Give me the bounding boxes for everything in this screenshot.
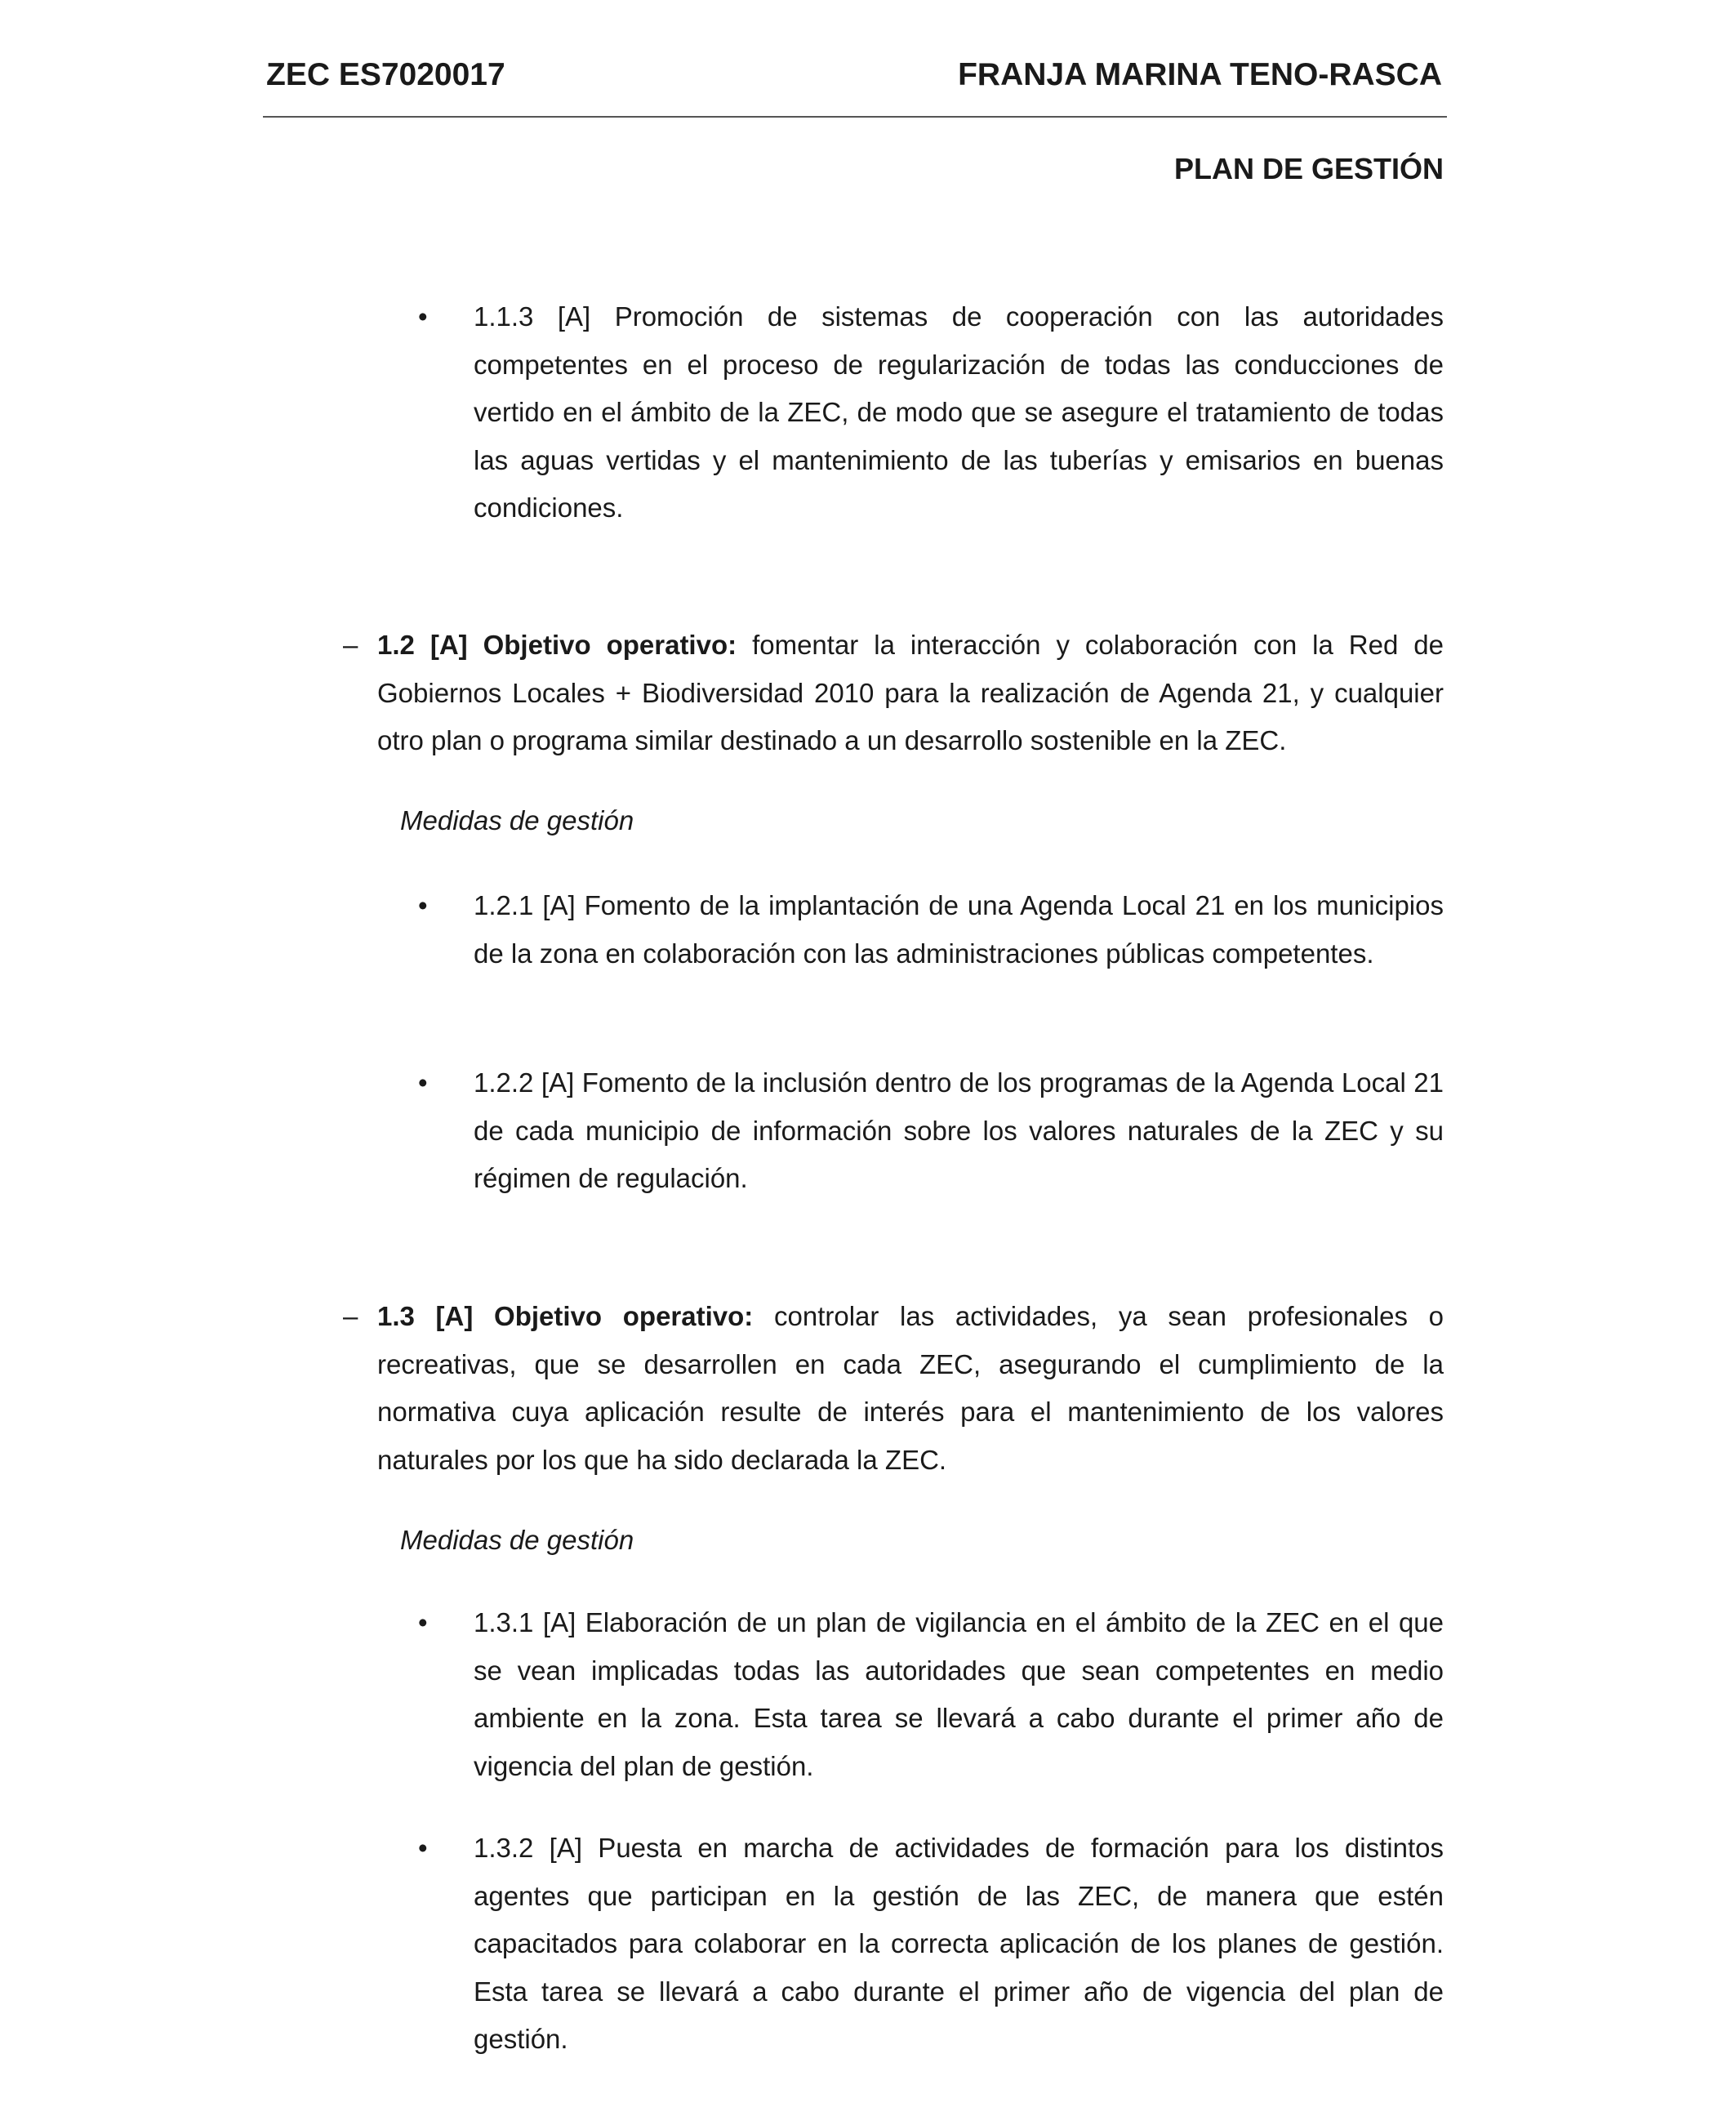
measure-1-2-2: [418, 1059, 1444, 1203]
measures-heading: Medidas de gestión: [400, 805, 634, 835]
measure-text: 1.2.2 [A] Fomento de la inclusión dentro de los programas de la Agenda Local 21 de cada municipio de información sobre los valores naturales de la ZEC y su régimen de regulación.: [474, 1067, 1444, 1194]
dash-bullet-icon: –: [343, 1301, 358, 1331]
page-header: [263, 54, 1445, 96]
measure-text: 1.3.2 [A] Puesta en marcha de actividades de formación para los distintos agentes que participan en la gestión de las ZEC, de manera que estén capacitados para colaborar en la correcta aplicación de los planes de gestión. Esta tarea se llevará a cabo durante el primer año de vigencia del plan de gestión.: [474, 1833, 1444, 2055]
bullet-icon: •: [418, 1833, 428, 1863]
bullet-icon: •: [418, 301, 428, 332]
measure-1-3-1: [418, 1599, 1444, 1790]
header-divider: [263, 116, 1447, 118]
objective-label: 1.2 [A] Objetivo operativo:: [377, 630, 737, 660]
measure-1-1-3: [418, 293, 1444, 532]
bullet-icon: •: [418, 1607, 428, 1637]
dash-bullet-icon: –: [343, 630, 358, 660]
measure-text: 1.3.1 [A] Elaboración de un plan de vigilancia en el ámbito de la ZEC en el que se vean implicadas todas las autoridades que sean competentes en medio ambiente en la zona. Esta tarea se llevará a cabo durante el primer año de vigencia del plan de gestión.: [474, 1607, 1444, 1781]
objective-text: controlar las actividades, ya sean profesionales o recreativas, que se desarrollen en cada ZEC, asegurando el cumplimiento de la normativa cuya aplicación resulte de interés para el mantenimiento de los valores naturales por los que ha sido declarada la ZEC.: [377, 1301, 1444, 1475]
site-code: ZEC ES7020017: [266, 57, 505, 92]
document-title: PLAN DE GESTIÓN: [1173, 152, 1444, 185]
objective-text: fomentar la interacción y colaboración con la Red de Gobiernos Locales + Biodiversidad 2010 para la realización de Agenda 21, y cualquier otro plan o programa similar destinado a un desarrollo sostenible en la ZEC.: [377, 630, 1444, 756]
measure-text: 1.1.3 [A] Promoción de sistemas de cooperación con las autoridades competentes en el proceso de regularización de todas las conducciones de vertido en el ámbito de la ZEC, de modo que se asegure el tratamiento de todas las aguas vertidas y el mantenimiento de las tuberías y emisarios en buenas condiciones.: [474, 301, 1444, 524]
bullet-icon: •: [418, 1067, 428, 1098]
measure-1-2-1: [418, 882, 1444, 978]
measure-1-3-2: [418, 1825, 1444, 2064]
objective-1-3: [343, 1293, 1444, 1484]
bullet-icon: •: [418, 890, 428, 920]
measure-text: 1.2.1 [A] Fomento de la implantación de una Agenda Local 21 en los municipios de la zona en colaboración con las administraciones públicas competentes.: [474, 890, 1444, 969]
objective-label: 1.3 [A] Objetivo operativo:: [377, 1301, 754, 1331]
site-name: FRANJA MARINA TENO-RASCA: [958, 57, 1442, 92]
measures-heading: Medidas de gestión: [400, 1525, 634, 1555]
objective-1-2: [343, 622, 1444, 765]
